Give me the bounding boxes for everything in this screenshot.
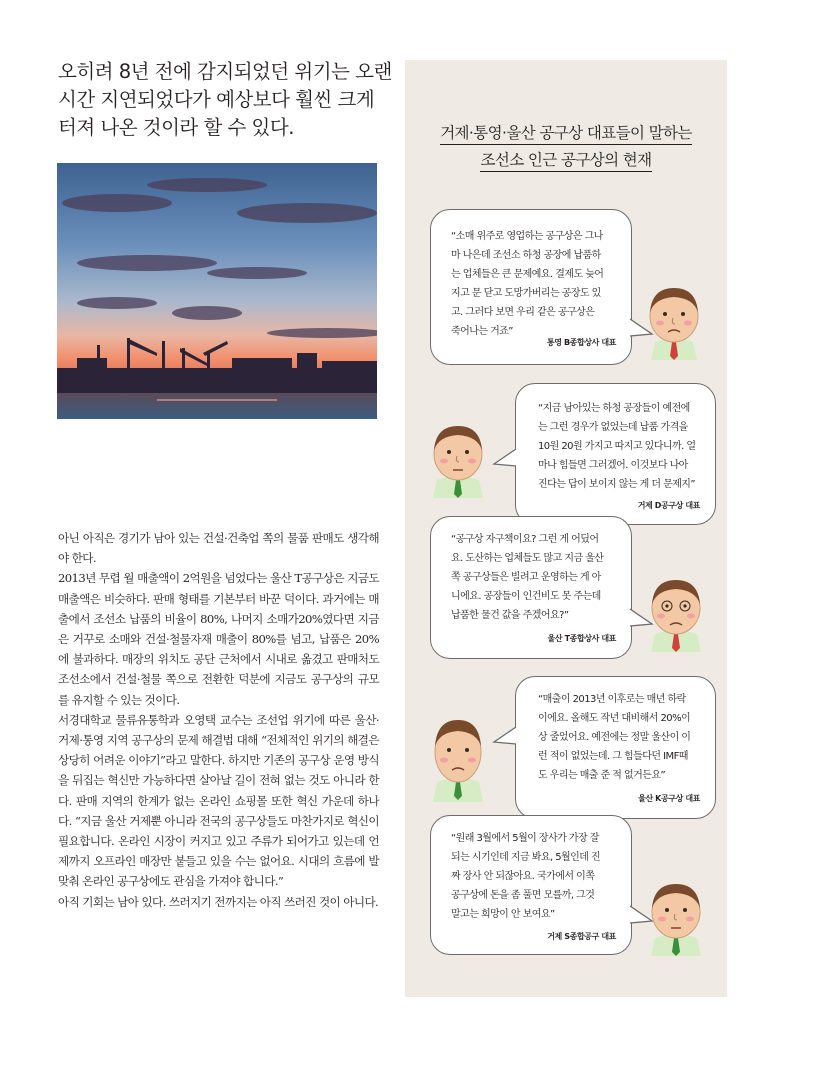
body-paragraph: 아닌 아직은 경기가 남아 있는 건설·건축업 쪽의 물품 판매도 생각해야 한다. bbox=[58, 531, 379, 566]
man-face-icon bbox=[645, 876, 707, 956]
lead-line: 오히려 8년 전에 감지되었던 위기는 오랜 bbox=[58, 60, 392, 83]
lead-paragraph bbox=[58, 58, 392, 142]
quote-text: “소매 위주로 영업하는 공구상은 그나 마 나은데 조선소 하청 공장에 납품하 는 업체들은 큰 문제예요. 결제도 늦어 지고 문 닫고 도망가버리는 공장도 있 고. 그러다 보면 우리 같은 공구상은 죽어나는 거죠” bbox=[451, 231, 604, 337]
quote-speaker: 울산 K공구상 대표 bbox=[638, 794, 700, 803]
panel-title-line: 조선소 인근 공구상의 현재 bbox=[480, 149, 651, 172]
panel-title-line: 거제·통영·울산 공구상 대표들이 말하는 bbox=[440, 122, 692, 145]
lead-line: 시간 지연되었다가 예상보다 훨씬 크게 bbox=[58, 88, 375, 111]
harbor-sunset-photo bbox=[57, 163, 377, 419]
quote-speaker: 통영 B종합상사 대표 bbox=[546, 338, 616, 347]
man-face-icon bbox=[427, 420, 489, 498]
quote-text: “매출이 2013년 이후로는 매년 하락 이에요. 올해도 작년 대비해서 20%이 상 줄었어요. 예전에는 정말 울산이 이 런 적이 없었는데. 그 힘들다던 IMF때 도 우리는 매출 준 적 없거든요” bbox=[538, 694, 691, 781]
quote-bubble bbox=[515, 383, 716, 525]
quote-bubble bbox=[515, 676, 716, 819]
bubble-tail bbox=[493, 726, 517, 746]
quote-speaker: 거제 S종합공구 대표 bbox=[547, 932, 616, 941]
article-body bbox=[58, 528, 379, 912]
lead-line: 터져 나온 것이라 할 수 있다. bbox=[58, 116, 294, 139]
man-face-icon bbox=[427, 712, 489, 802]
body-paragraph: 서경대학교 물류유통학과 오영택 교수는 조선업 위기에 따른 울산·거제·통영 지역 공구상의 문제 해결법 대해 “전체적인 위기의 해결은 상당히 어려운 이야기”라고 말한다. 하지만 기존의 공구상 운영 방식을 뒤집는 혁신만 가능하다면 살아날 길이 전혀 없는 것도 아니라 한다. 판매 지역의 한계가 없는 온라인 쇼핑몰 또한 혁신 가운데 하나다. “지금 울산 거제뿐 아니라 전국의 공구상들도 마찬가지로 혁신이 필요합니다. 온라인 시장이 커지고 있고 주류가 되어가고 있는데 언제까지 오프라인 매장만 붙들고 있을 수는 없어요. 시대의 흐름에 발맞춰 온라인 공구상에도 관심을 가져야 합니다.” bbox=[58, 712, 379, 889]
man-face-icon bbox=[645, 572, 707, 652]
quote-speaker: 거제 D공구상 대표 bbox=[637, 501, 700, 510]
quote-speaker: 울산 T종합상사 대표 bbox=[547, 634, 616, 643]
quote-bubble bbox=[430, 815, 632, 955]
bubble-tail bbox=[493, 448, 517, 468]
quote-text: “지금 남아있는 하청 공장들이 예전에 는 그런 경우가 없었는데 납품 가격을 10원 20원 가지고 따지고 있다니까. 얼 마나 힘들면 그러겠어. 이것보다 나아 진다는 답이 보이지 않는 게 더 문제지” bbox=[538, 403, 696, 490]
body-paragraph: 아직 기회는 남아 있다. 쓰러지기 전까지는 아직 쓰러진 것이 아니다. bbox=[58, 894, 379, 909]
quote-text: “공구상 자구책이요? 그런 게 어딨어 요. 도산하는 업체들도 많고 지금 울산 쪽 공구상들은 빌려고 운영하는 게 아 니에요. 공장들이 인건비도 못 주는데 납품한 물건 값을 주겠어요?” bbox=[451, 534, 604, 621]
quote-text: “원래 3월에서 5월이 장사가 가장 잘 되는 시기인데 지금 봐요, 5월인데 진 짜 장사 안 되잖아요. 국가에서 이쪽 공구상에 돈을 좀 풀면 모를까, 그것 말고는 희망이 안 보여요” bbox=[451, 833, 601, 920]
panel-title bbox=[405, 120, 727, 173]
body-paragraph: 2013년 무렵 월 매출액이 2억원을 넘었다는 울산 T공구상은 지금도 매출액은 비슷하다. 판매 형태를 기본부터 바꾼 덕이다. 과거에는 매출에서 조선소 납품의 비율이 80%, 나머지 소매가20%였다면 지금은 거꾸로 소매와 건설·철물자재 매출이 80%를 넘고, 납품은 20%에 불과하다. 매장의 위치도 공단 근처에서 시내로 옮겼고 판매처도 조선소에서 건설·철물 쪽으로 전환한 덕분에 지금도 공구상의 규모를 유지할 수 있는 것이다. bbox=[58, 571, 379, 707]
quote-bubble bbox=[430, 516, 632, 659]
sidebar-panel bbox=[405, 60, 727, 997]
quote-bubble bbox=[430, 209, 632, 365]
man-face-icon bbox=[643, 282, 705, 360]
